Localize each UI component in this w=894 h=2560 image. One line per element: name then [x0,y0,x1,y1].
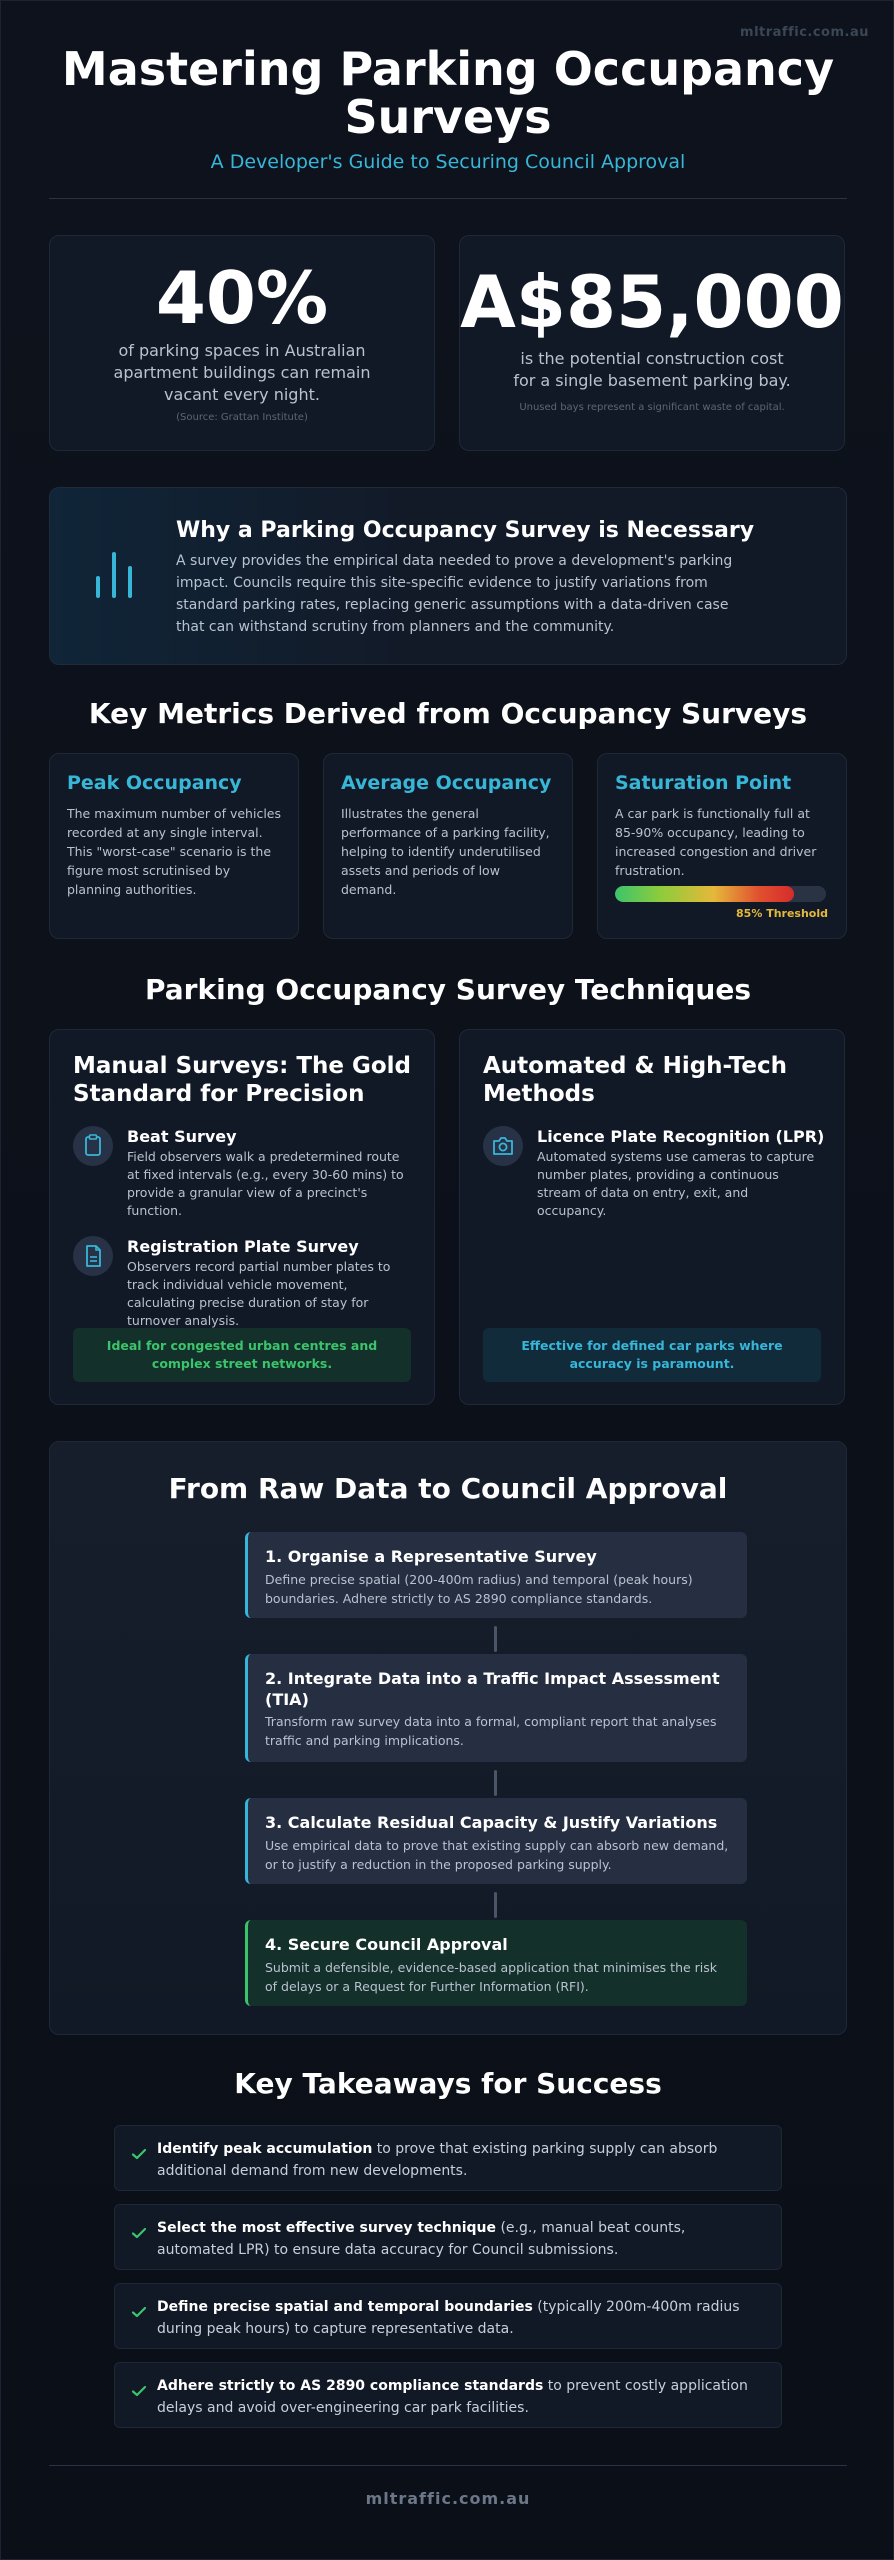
step-body: Use empirical data to prove that existing supply can absorb new demand, or to justify a reduction in the proposed parking supply. [265,1838,729,1872]
check-icon [129,2302,149,2322]
stat-text: is the potential construction cost for a single basement parking bay. [513,349,791,390]
watermark: mltraffic.com.au [740,25,869,40]
threshold-fill [615,886,794,902]
stat-card-vacancy [49,235,435,451]
tech-item-body: Field observers walk a predetermined route at fixed intervals (e.g., every 30-60 mins) to provide a granular view of a precinct's function. [127,1149,404,1218]
metric-title: Peak Occupancy [67,772,242,794]
check-icon [129,2381,149,2401]
takeaway-text [157,2217,763,2261]
takeaway-rest: (e.g., manual beat counts, automated LPR) to ensure data accuracy for Council submissions. [157,2220,686,2258]
metrics-section-title: Key Metrics Derived from Occupancy Surveys [88,697,808,730]
stat-text: of parking spaces in Australian apartment buildings can remain vacant every night. [113,341,371,404]
page-title-line1: Mastering Parking Occupancy [61,42,835,96]
takeaway-rest: (typically 200m-400m radius during peak hours) to capture representative data. [157,2299,740,2337]
check-icon [129,2144,149,2164]
document-icon-wrap [73,1236,113,1276]
step-title: 1. Organise a Representative Survey [265,1547,597,1566]
why-title: Why a Parking Occupancy Survey is Necessary [176,518,755,543]
footer-divider [49,2465,847,2466]
tech-item-body: Automated systems use cameras to capture number plates, providing a continuous stream of data on entry, exit, and occupancy. [537,1149,815,1218]
takeaway-bold: Adhere strictly to AS 2890 compliance standards [157,2378,544,2394]
metric-body: Illustrates the general performance of a parking facility, helping to identify underutilised assets and periods of low demand. [341,806,550,897]
stat-note: Unused bays represent a significant waste of capital. [519,402,785,413]
techniques-section-title: Parking Occupancy Survey Techniques [144,973,752,1006]
takeaway-text [157,2296,763,2340]
tech-item-title: Licence Plate Recognition (LPR) [537,1127,825,1146]
takeaway-item [114,2204,782,2270]
step-title: 4. Secure Council Approval [265,1935,508,1954]
step-title: 3. Calculate Residual Capacity & Justify Variations [265,1813,718,1832]
takeaway-text [157,2375,763,2419]
process-step-3 [245,1798,747,1884]
takeaways-title: Key Takeaways for Success [234,2067,662,2100]
automated-title: Automated & High-Tech Methods [483,1053,787,1107]
clipboard-icon-wrap [73,1126,113,1166]
metric-body: The maximum number of vehicles recorded at any single interval. This "worst-case" scenario is the figure most scrutinised by planning authorities. [67,806,281,897]
metric-card-saturation [597,753,847,939]
step-title: 2. Integrate Data into a Traffic Impact Assessment (TIA) [265,1669,720,1709]
page-subtitle: A Developer's Guide to Securing Council Approval [210,151,686,173]
metric-title: Saturation Point [615,772,792,794]
takeaway-rest: to prove that existing parking supply can absorb additional demand from new developments. [157,2141,718,2179]
takeaway-item [114,2125,782,2191]
takeaway-bold: Identify peak accumulation [157,2141,373,2157]
manual-callout: Ideal for congested urban centres and complex street networks. [73,1328,411,1382]
clipboard-icon [73,1126,113,1166]
page-title-line2: Surveys [344,90,552,144]
stat-note: (Source: Grattan Institute) [176,412,308,423]
stat-value: 40% [155,256,329,340]
step-body: Submit a defensible, evidence-based application that minimises the risk of delays or a Request for Further Information (RFI). [265,1960,718,1994]
takeaway-item [114,2362,782,2428]
page-title [1,42,894,144]
process-step-4 [245,1920,747,2006]
metric-card-peak [49,753,299,939]
takeaway-rest: to prevent costly application delays and avoid over-engineering car park facilities. [157,2378,748,2416]
metric-body: A car park is functionally full at 85-90% occupancy, leading to increased congestion and driver frustration. [615,806,817,878]
metric-title: Average Occupancy [341,772,552,794]
why-section [49,487,847,665]
takeaway-text [157,2138,763,2182]
process-section [49,1441,847,2035]
process-title: From Raw Data to Council Approval [168,1472,728,1505]
process-step-1 [245,1532,747,1618]
camera-icon [483,1126,523,1166]
document-icon [73,1236,113,1276]
stat-value: A$85,000 [460,260,844,344]
takeaway-bold: Select the most effective survey technique [157,2220,497,2236]
metric-card-average [323,753,573,939]
footer-brand: mltraffic.com.au [365,2489,531,2508]
step-connector [494,1770,497,1796]
divider [49,198,847,199]
step-body: Define precise spatial (200-400m radius) and temporal (peak hours) boundaries. Adhere strictly to AS 2890 compliance standards. [265,1572,693,1606]
tech-item-title: Beat Survey [127,1127,237,1146]
tech-item-body: Observers record partial number plates to track individual vehicle movement, calculating precise duration of stay for turnover analysis. [127,1259,391,1328]
step-connector [494,1626,497,1652]
process-step-2 [245,1654,747,1762]
takeaway-bold: Define precise spatial and temporal boundaries [157,2299,533,2315]
why-body: A survey provides the empirical data needed to prove a development's parking impact. Councils require this site-specific evidence to justify variations from standard parking rates, replacing generic assumptions with a data-driven case that can withstand scrutiny from planners and the community. [176,553,733,635]
takeaway-item [114,2283,782,2349]
manual-surveys-card [49,1029,435,1405]
threshold-bar [615,886,826,902]
step-body: Transform raw survey data into a formal, compliant report that analyses traffic and parking implications. [265,1714,717,1748]
threshold-label: 85% Threshold [736,907,828,920]
step-connector [494,1892,497,1918]
manual-title: Manual Surveys: The Gold Standard for Precision [73,1053,412,1107]
tech-item-title: Registration Plate Survey [127,1237,359,1256]
camera-icon-wrap [483,1126,523,1166]
automated-methods-card [459,1029,845,1405]
bar-chart-icon [90,546,140,606]
stat-card-cost [459,235,845,451]
automated-callout: Effective for defined car parks where accuracy is paramount. [483,1328,821,1382]
check-icon [129,2223,149,2243]
